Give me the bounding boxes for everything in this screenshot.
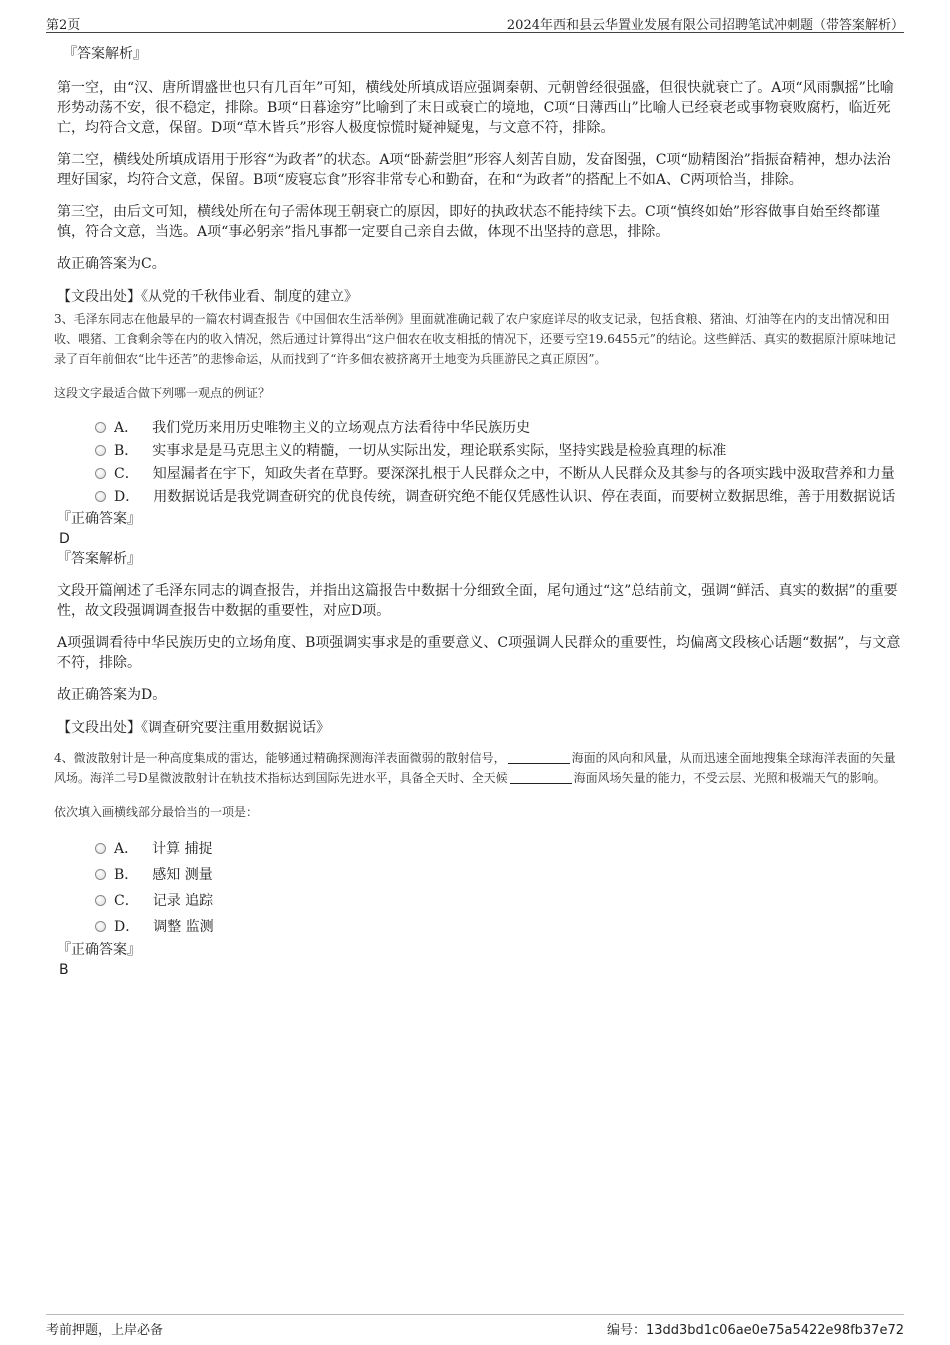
radio-icon[interactable]: [95, 445, 106, 456]
q4-answer: B: [59, 962, 69, 978]
q3-option-a[interactable]: A． 我们党历来用历史唯物主义的立场观点方法看待中华民族历史: [95, 417, 904, 440]
q3-analysis-paragraph-1: 文段开篇阐述了毛泽东同志的调查报告，并指出这篇报告中数据十分细致全面，尾句通过“这”总结前文，强调“鲜活、真实的数据”的重要性，故文段强调调查报告中数据的重要性，对应D项。: [57, 583, 898, 619]
q4-option-c[interactable]: C． 记录 追踪: [95, 888, 904, 914]
fill-blank-2: [510, 771, 572, 784]
q3-passage: 3、毛泽东同志在他最早的一篇农村调查报告《中国佃农生活举例》里面就准确记载了农户家庭详尽的收支记录，包括食粮、猪油、灯油等在内的支出情况和田收、喂猪、工食剩余等在内的收入情况，然后通过计算得出“这户佃农在收支相抵的情况下，还要亏空19.6455元”的结论。这些鲜活、真实的数据原汁原味地记录了百年前佃农“比牛还苦”的悲惨命运，从而找到了“许多佃农被挤离开土地变为兵匪游民之真正原因”。: [54, 312, 896, 366]
q3-analysis-label: 『答案解析』: [57, 551, 141, 567]
q2-analysis-paragraph-3: 第三空，由后文可知，横线处所在句子需体现王朝衰亡的原因，即好的执政状态不能持续下去。C项“慎终如始”形容做事自始至终都谨慎，符合文意，当选。A项“事必躬亲”指凡事都一定要自己亲自去做，体现不出坚持的意思，排除。: [57, 204, 881, 240]
q3-answer: D: [59, 531, 70, 547]
q2-analysis-label: 『答案解析』: [63, 46, 147, 62]
fill-blank-1: [508, 751, 570, 764]
radio-icon[interactable]: [95, 869, 106, 880]
document-id: 编号：13dd3bd1c06ae0e75a5422e98fb37e72: [606, 1323, 904, 1338]
q2-analysis-paragraph-2: 第二空，横线处所填成语用于形容“为政者”的状态。A项“卧薪尝胆”形容人刻苦自励，发奋图强，C项“励精图治”指振奋精神，想办法治理好国家，均符合文意，保留。B项“废寝忘食”形容非常专心和勤奋，在和“为政者”的搭配上不如A、C两项恰当，排除。: [57, 152, 891, 188]
q4-question: 依次填入画横线部分最恰当的一项是：: [54, 805, 259, 819]
q3-source: 【文段出处】《调查研究要注重用数据说话》: [57, 720, 330, 736]
q3-conclusion: 故正确答案为D。: [57, 687, 167, 703]
q4-passage: 4、微波散射计是一种高度集成的雷达，能够通过精确探测海洋表面微弱的散射信号， 海面的风向和风量，从而迅速全面地搜集全球海洋表面的矢量风场。海洋二号D星微波散射计在轨技术指标达到国际先进水平，具备全天时、全天候 海面风场矢量的能力，不受云层、光照和极端天气的影响。: [54, 751, 896, 785]
q4-option-d[interactable]: D． 调整 监测: [95, 914, 904, 940]
radio-icon[interactable]: [95, 422, 106, 433]
q4-options: [57, 836, 904, 940]
q2-source: 【文段出处】《从党的千秋伟业看、制度的建立》: [57, 289, 358, 305]
page-number: 第2页: [46, 18, 81, 33]
q3-question: 这段文字最适合做下列哪一观点的例证？: [54, 386, 271, 400]
q3-option-c[interactable]: C． 知屋漏者在宇下，知政失者在草野。要深深扎根于人民群众之中，不断从人民群众及其参与的各项实践中汲取营养和力量: [95, 463, 904, 486]
q3-answer-label: 『正确答案』: [57, 511, 141, 527]
q4-option-a[interactable]: A． 计算 捕捉: [95, 836, 904, 862]
page-header: [46, 12, 904, 33]
q2-analysis-paragraph-1: 第一空，由“汉、唐所谓盛世也只有几百年”可知，横线处所填成语应强调秦朝、元朝曾经很强盛，但很快就衰亡了。A项“风雨飘摇”比喻形势动荡不安，很不稳定，排除。B项“日暮途穷”比喻到了末日或衰亡的境地，C项“日薄西山”比喻人已经衰老或事物衰败腐朽，临近死亡，均符合文意，保留。D项“草木皆兵”形容人极度惊慌时疑神疑鬼，与文意不符，排除。: [57, 80, 894, 136]
document-title: 2024年西和县云华置业发展有限公司招聘笔试冲刺题（带答案解析）: [506, 18, 904, 33]
radio-icon[interactable]: [95, 843, 106, 854]
document-body: [54, 44, 904, 980]
q4-answer-label: 『正确答案』: [57, 942, 141, 958]
radio-icon[interactable]: [95, 468, 106, 479]
q3-option-b[interactable]: B． 实事求是是马克思主义的精髓，一切从实际出发，理论联系实际，坚持实践是检验真理的标准: [95, 440, 904, 463]
q3-analysis-paragraph-2: A项强调看待中华民族历史的立场角度、B项强调实事求是的重要意义、C项强调人民群众的重要性，均偏离文段核心话题“数据”，与文意不符，排除。: [57, 635, 901, 671]
q2-conclusion: 故正确答案为C。: [57, 256, 166, 272]
q3-option-d[interactable]: D． 用数据说话是我党调查研究的优良传统，调查研究绝不能仅凭感性认识、停在表面，而要树立数据思维，善于用数据说话: [95, 486, 904, 509]
radio-icon[interactable]: [95, 921, 106, 932]
q4-option-b[interactable]: B． 感知 测量: [95, 862, 904, 888]
q3-options: [57, 417, 904, 509]
radio-icon[interactable]: [95, 895, 106, 906]
footer-slogan: 考前押题，上岸必备: [46, 1323, 164, 1338]
page-footer: [46, 1314, 904, 1339]
radio-icon[interactable]: [95, 491, 106, 502]
